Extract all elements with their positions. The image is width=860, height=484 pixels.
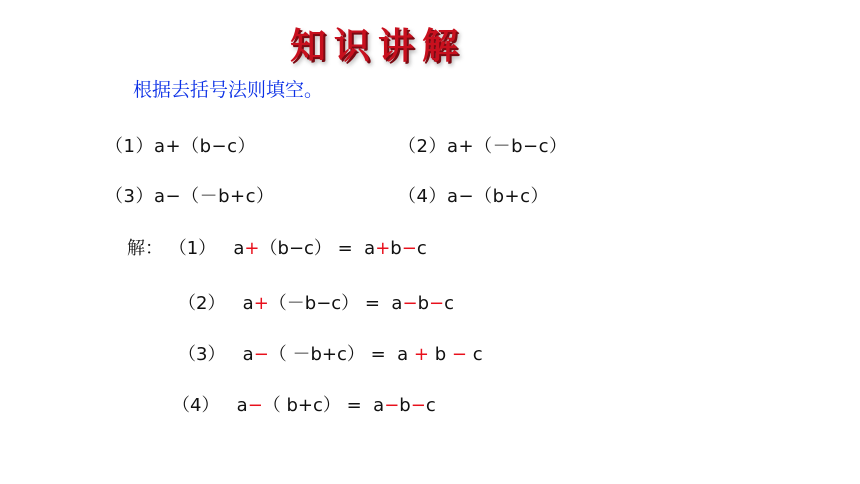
solution-3-part-4: b (429, 344, 452, 365)
solution-3-sign-1: − (253, 344, 269, 365)
solution-1-sign-3: + (375, 238, 391, 259)
solution-1-label: （1） (168, 238, 217, 259)
solution-4-part-4: b (399, 395, 411, 416)
solution-4-part-6: c (425, 395, 436, 416)
solution-4-sign-1: − (247, 395, 263, 416)
problem-1: （1）a+（b−c） (105, 136, 256, 157)
solution-3-part-6: c (466, 344, 483, 365)
solution-4-part-2: （ b+c） = a (262, 395, 385, 416)
solution-3-sign-5: − (451, 344, 467, 365)
solution-2-sign-3: − (402, 293, 418, 314)
solution-2-part-4: b (417, 293, 429, 314)
solution-1-sign-5: − (401, 238, 417, 259)
solution-4-part-0: a (236, 395, 248, 416)
problem-2: （2）a+（－b−c） (398, 136, 568, 157)
solution-2-part-0: a (242, 293, 254, 314)
solution-prefix: 解： (127, 238, 163, 259)
solution-1 (127, 238, 427, 260)
solution-3-part-2: （ －b+c） = a (268, 344, 414, 365)
solution-2-part-6: c (444, 293, 454, 314)
instruction-text: 根据去括号法则填空。 (133, 79, 324, 101)
solution-3-label: （3） (178, 344, 226, 365)
solution-2-sign-5: − (429, 293, 445, 314)
solution-2-sign-1: + (253, 293, 269, 314)
solution-1-part-6: c (416, 238, 427, 259)
problem-3: （3）a−（－b+c） (105, 186, 275, 207)
solution-2-label: （2） (178, 293, 226, 314)
solution-4 (172, 395, 436, 417)
solution-3-part-0: a (242, 344, 254, 365)
solution-1-sign-1: + (244, 238, 260, 259)
solution-1-part-4: b (390, 238, 402, 259)
slide-title: 知识讲解 (290, 26, 467, 67)
solution-1-part-0: a (233, 238, 245, 259)
solution-2-part-2: （－b−c） = a (268, 293, 403, 314)
solution-2 (178, 293, 454, 315)
solution-4-label: （4） (172, 395, 220, 416)
problem-4: （4）a−（b+c） (398, 186, 549, 207)
solution-4-sign-3: − (384, 395, 400, 416)
solution-4-sign-5: − (410, 395, 426, 416)
solution-1-part-2: （b−c） = a (259, 238, 376, 259)
solution-3 (178, 344, 483, 366)
solution-3-sign-3: + (413, 344, 429, 365)
